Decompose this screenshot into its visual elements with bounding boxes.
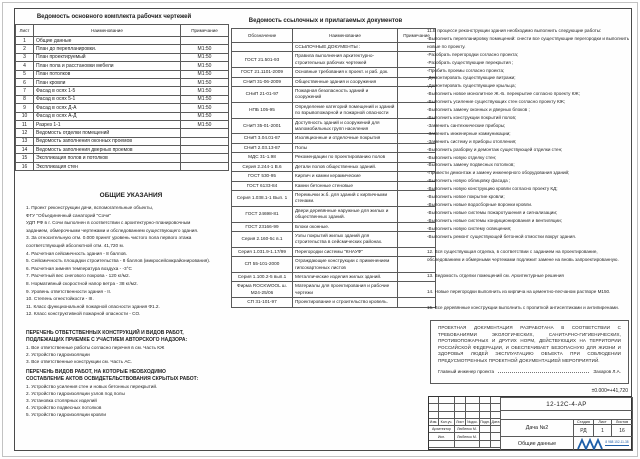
table-row: [16, 146, 229, 154]
note-cell: [181, 162, 229, 170]
instruction-line: 3. За относительную отм. 0.000 принят уровень чистого пола первого этажа: [26, 235, 192, 241]
logo-rule: [605, 445, 628, 446]
table-header-row: [16, 25, 229, 37]
table-row: [232, 247, 436, 256]
column-header-name: Наименование: [34, 25, 181, 37]
designation-cell: Фирма ROCKWOOL ш. М24-25/06: [232, 282, 293, 298]
note-paragraph: -Разобрать существующие перекрытия ;: [427, 59, 514, 65]
designation-cell: Серия 1.031.9-1.17/99: [232, 247, 293, 256]
designation-cell: ГОСТ 24698-81: [232, 206, 293, 222]
table-row: [232, 181, 436, 190]
note-paragraph: -Выполнить новое монолитное Ж.-Б. перекрытие согласно проекту КЖ;: [427, 91, 580, 97]
document-number: 12-12С-4-АР: [500, 397, 633, 411]
instruction-line: 12. Класс конструктивной пожарной опасности - СО.: [26, 311, 141, 317]
note-cell: [181, 154, 229, 162]
note-paragraph: -Заменить систему и приборы отопления;: [427, 138, 517, 144]
sheet-number-cell: 13: [16, 137, 34, 145]
table-row: [232, 52, 436, 68]
table-row: [232, 172, 436, 181]
designation-cell: Серия 2.244-1 В.6: [232, 162, 293, 171]
designation-cell: Серия 1.100.2-5 вып.1: [232, 272, 293, 281]
note-paragraph: -Демонтировать существующие витражи;: [427, 75, 516, 81]
table-row: [16, 87, 229, 95]
table-row: [16, 95, 229, 103]
sheet-number-cell: 3: [16, 53, 34, 61]
document-name-cell: Узлы покрытий жилых зданий для строительства в сейсмических районах.: [293, 231, 398, 247]
drawings-register-table: [15, 24, 229, 171]
note-cell: [181, 137, 229, 145]
drawing-name-cell: План потолков: [34, 70, 181, 78]
note-paragraph: -Выполнить разборку и демонтаж существующей отделки стен;: [427, 146, 563, 152]
note-cell: М1:50: [181, 95, 229, 103]
header-list: Лист: [455, 419, 466, 425]
note-paragraph: -Пробить проемы согласно проекта;: [427, 67, 505, 73]
instruction-line: 6. Расчетная зимняя температура воздуха - -3°С: [26, 265, 132, 271]
note-paragraph: -Выполнить конструкции покрытий полов;: [427, 114, 517, 120]
grid-row: [429, 441, 501, 448]
hidden-works-heading-line1: ПЕРЕЧЕНЬ ВИДОВ РАБОТ, НА КОТОРЫЕ НЕОБХОДИМО: [26, 369, 166, 375]
sheet-number-cell: 16: [16, 162, 34, 170]
instruction-line: 5. Сейсмичность площадки строительства - 8 баллов (микросейсмкрайонирования).: [26, 258, 211, 264]
table-row: [16, 129, 229, 137]
note-paragraph: -Выполнить замену оконных и дверных блоков ;: [427, 107, 530, 113]
compliance-statement-text: ПРОЕКТНАЯ ДОКУМЕНТАЦИЯ РАЗРАБОТАНА В СООТВЕТСТВИИ С ТРЕБОВАНИЯМИ ЭКОЛОГИЧЕСКИХ, САНИТАРНО-ГИГИЕНИЧЕСКИХ, ПРОТИВОПОЖАРНЫХ И ДРУГИХ НОРМ, ДЕЙСТВУЮЩИХ НА ТЕРРИТОРИИ РОССИЙСКОЙ ФЕДЕРАЦИИ, И ОБЕСПЕЧИВАЕТ БЕЗОПАСНУЮ ДЛЯ ЖИЗНИ И ЗДОРОВЬЯ ЛЮДЕЙ ЭКСПЛУАТАЦИЮ ОБЪЕКТА ПРИ СОБЛЮДЕНИИ ПРЕДУСМОТРЕННЫХ ПРОЕКТНОЙ ДОКУМЕНТАЦИЕЙ МЕРОПРИЯТИЙ.: [438, 325, 621, 363]
list-item: 5. Устройство гидроизоляции кровли: [26, 412, 107, 418]
designation-cell: СНиП 21-01-97: [232, 87, 293, 103]
drawing-name-cell: Ведомость заполнения дверных проемов: [34, 146, 181, 154]
signature-row: [429, 426, 501, 433]
instruction-line: УДП РФ в г. Сочи выполнен в соответствии с архитектурно-планировочным: [26, 220, 191, 226]
document-name-cell: Кирпич и камни керамические: [293, 172, 398, 181]
note-paragraph: 14. Новые перегородки выполнить из кирпича на цементно-песчаном растворе М150.: [427, 288, 611, 294]
note-paragraph: -Выполнить новое покрытие кровли;: [427, 194, 505, 200]
sheet-number-cell: 14: [16, 146, 34, 154]
note-paragraph: -Выполнить новую систему освещения;: [427, 225, 512, 231]
signature-role: Исп.: [429, 433, 455, 439]
list-item: 3. Установка столярных изделий: [26, 398, 97, 403]
table-row: [232, 162, 436, 171]
document-name-cell: Перегородки системы "КНАУФ": [293, 247, 398, 256]
note-cell: [181, 146, 229, 154]
note-paragraph: 11.В процессе реконструкции здания необходимо выполнить следующие работы:: [427, 28, 602, 33]
drawing-name-cell: Ведомость заполнения оконных проемов: [34, 137, 181, 145]
table-row: [232, 206, 436, 222]
document-name-cell: Блоки оконные.: [293, 222, 398, 231]
designation-cell: [232, 43, 293, 52]
note-paragraph: -Выполнить новую конструкцию кровли согласно проекту КД;: [427, 186, 558, 192]
header-izm: Изм.: [429, 420, 438, 425]
supervision-list-items: [26, 344, 238, 366]
designation-cell: ГОСТ 530-95: [232, 172, 293, 181]
document-name-cell: Проектирование и строительство кровель.: [293, 298, 398, 307]
document-name-cell: Перемычки ж.б. для зданий с кирпичными стенами.: [293, 190, 398, 206]
supervision-list-heading-line1: ПЕРЕЧЕНЬ ОТВЕТСТВЕННЫХ КОНСТРУКЦИЙ И ВИДОВ РАБОТ,: [26, 330, 184, 336]
designation-cell: СНиП 35-01-2001: [232, 118, 293, 134]
instruction-line: ФГУ "Объединенный санаторий "Сочи": [26, 212, 111, 218]
instruction-line: 10. Степень огнестойкости - III.: [26, 296, 94, 302]
note-paragraph: -Выполнить новые водосборные воронки кровли.: [427, 201, 533, 207]
note-paragraph: -Демонтировать существующие крыльца;: [427, 83, 516, 89]
table-row: [232, 102, 436, 118]
table-row: [232, 282, 436, 298]
signature-name: Захаров Л.А.: [593, 368, 621, 374]
sheet-number-cell: 1: [16, 37, 34, 45]
drawing-name-cell: План кровли: [34, 78, 181, 86]
header-dok: №док.: [466, 419, 480, 425]
table-row: [16, 154, 229, 162]
note-cell: М1:50: [181, 78, 229, 86]
sheet-number-cell: 4: [16, 62, 34, 70]
table-row: [232, 272, 436, 281]
instruction-line: 11. Класс функциональной пожарной опасности здания Ф1.2.: [26, 303, 160, 309]
column-header-note: Примечание: [181, 25, 229, 37]
list-item: 3. Все ответственные конструкции см. Часть АС.: [26, 359, 133, 364]
references-register-body: [232, 43, 436, 308]
drawing-name-cell: Фасад в осях 1-5: [34, 87, 181, 95]
reconstruction-notes: [427, 27, 632, 312]
instruction-line: заданием, обмерочными чертежами и обследованием существующего здания.: [26, 227, 199, 233]
instruction-line: соответствующий абсолютной отм. 41,720 м.: [26, 242, 124, 248]
stage-value: РД: [573, 424, 594, 437]
table-row: [232, 77, 436, 86]
instruction-line: 4. Расчетная сейсмичность здания - 8 баллов.: [26, 250, 128, 256]
column-header-designation: Обозначение: [232, 29, 293, 43]
sheet-number-cell: 11: [16, 120, 34, 128]
references-register-table: [231, 28, 436, 308]
signature-role: Главный инженер проекта: [438, 368, 495, 374]
document-name-cell: Ограждающие конструкции с применением гипсокартонных листов: [293, 257, 398, 273]
list-item: 1. Все ответственные работы согласно перечня в см. Часть КЖ: [26, 344, 165, 350]
sheet-number-cell: 7: [16, 87, 34, 95]
note-cell: М1:50: [181, 87, 229, 95]
elevation-note: ±0.000=+41,720: [591, 388, 628, 394]
sheet-title: Общие данные: [500, 436, 574, 451]
table-row: [16, 112, 229, 120]
document-name-cell: Пожарная безопасность зданий и сооружений: [293, 87, 398, 103]
general-instructions-heading: ОБЩИЕ УКАЗАНИЯ: [99, 192, 163, 199]
document-name-cell: Общественные здания и сооружения: [293, 77, 398, 86]
drawing-name-cell: Фасад в осях 5-1: [34, 95, 181, 103]
sheets-label: Листов: [611, 419, 633, 425]
references-register-title: Ведомость ссылочных и прилагаемых документов: [248, 18, 403, 24]
sheet-number-cell: 5: [16, 70, 34, 78]
note-cell: М1:50: [181, 45, 229, 53]
title-block-revision-grid: [429, 397, 501, 449]
column-header-name: Наименование: [293, 29, 398, 43]
sheet-number-cell: 12: [16, 129, 34, 137]
document-name-cell: ССЫЛОЧНЫЕ ДОКУМЕНТЫ :: [293, 43, 398, 52]
grid-row: [429, 412, 501, 419]
note-cell: [181, 129, 229, 137]
table-row: [232, 143, 436, 152]
sheet-number-cell: 2: [16, 45, 34, 53]
table-row: [232, 231, 436, 247]
note-cell: М1:50: [181, 62, 229, 70]
list-item: 1. Устройство усиления стен и новых бетонных перекрытий.: [26, 383, 158, 389]
drawing-name-cell: Экспликация стен: [34, 162, 181, 170]
note-paragraph: -Выполнить замену подвесных потолков;: [427, 162, 515, 168]
supervision-list: [26, 330, 238, 365]
column-header-note: Примечание: [398, 29, 436, 43]
compliance-statement-box: [430, 320, 629, 384]
note-paragraph: -Выполнить перепланировку помещений: снести все существующие перегородки и выполнить новые по проекту.: [427, 35, 630, 49]
instruction-line: 8. Нормативный скоростной напор ветра - 38 кг/м2.: [26, 280, 138, 286]
designation-cell: СП 31-101-97: [232, 298, 293, 307]
company-phone: 8 988 152-11-38: [605, 439, 629, 444]
note-paragraph: 13. Ведомость отделки помещений см. Архитектурные решения: [427, 273, 564, 279]
signature-dots: [498, 372, 589, 373]
note-paragraph: [427, 240, 632, 248]
document-name-cell: Основные требования к проект. и раб. док.: [293, 68, 398, 77]
document-name-cell: Двери деревянные наружные для жилых и общественных зданий.: [293, 206, 398, 222]
table-row: [16, 78, 229, 86]
drawing-name-cell: Ведомость отделки помещений: [34, 129, 181, 137]
drawing-name-cell: Разрез 1-1: [34, 120, 181, 128]
designation-cell: СНиП 2.03.13-87: [232, 143, 293, 152]
note-cell: М1:50: [181, 70, 229, 78]
note-paragraph: [427, 280, 632, 288]
sheet-label: Лист: [593, 419, 612, 425]
document-name-cell: Рекомендации по проектированию полов: [293, 153, 398, 162]
table-row: [232, 43, 436, 52]
sheet-number-cell: 10: [16, 112, 34, 120]
table-row: [232, 190, 436, 206]
note-paragraph: -Выполнить ремонт существующей бетонной отмостки вокруг здания.: [427, 233, 577, 239]
document-name-cell: Доступность зданий и сооружений для маломобильных групп населения: [293, 118, 398, 134]
table-row: [16, 62, 229, 70]
drawing-name-cell: Общие данные: [34, 37, 181, 45]
table-row: [232, 257, 436, 273]
supervision-list-heading-line2: ПОДЛЕЖАЩИХ ПРИЕМКЕ С УЧАСТИЕМ АВТОРСКОГО НАДЗОРА:: [26, 336, 188, 343]
revision-header-row: [429, 419, 501, 426]
note-paragraph: [427, 264, 632, 272]
hidden-works-heading-line2: СОСТАВЛЕНИЕ АКТОВ ОСВИДЕТЕЛЬСТВОВАНИЯ СКРЫТЫХ РАБОТ:: [26, 375, 199, 382]
document-name-cell: Полы: [293, 143, 398, 152]
list-item: 2. Устройство гидроизоляции узлов под полы: [26, 390, 125, 396]
header-data: Дата: [491, 420, 500, 425]
title-block: [428, 396, 632, 450]
table-row: [232, 134, 436, 143]
note-paragraph: -Выполнить усиление существующих стен согласно проекту КЖ;: [427, 99, 566, 105]
drawing-name-cell: Фасад в осях Д-А: [34, 104, 181, 112]
note-paragraph: -Выполнить новую отделку стен;: [427, 154, 497, 160]
document-name-cell: Металлические изделия жилых зданий.: [293, 272, 398, 281]
note-paragraph: -Выполнить новые системы пожаротушения и сигнализации;: [427, 209, 558, 215]
table-row: [16, 120, 229, 128]
table-row: [232, 68, 436, 77]
note-paragraph: -Выполнить новую облицовку фасада ;: [427, 178, 511, 184]
note-paragraph: -Разобрать перегородки согласно проекта;: [427, 51, 519, 57]
sheet-number-cell: 8: [16, 95, 34, 103]
general-instructions: [26, 192, 236, 318]
designation-cell: СНиП 3.04.01-87: [232, 134, 293, 143]
note-paragraph: -Провести демонтаж и замену инженерного оборудования зданий;: [427, 170, 570, 176]
sheet-number-cell: 6: [16, 78, 34, 86]
table-row: [232, 87, 436, 103]
grid-row: [429, 404, 501, 411]
signature-name: Любенко М.: [455, 433, 480, 439]
drawing-name-cell: План пола и расстановки мебели: [34, 62, 181, 70]
company-logo-icon: [577, 438, 603, 450]
drawing-name-cell: Фасад в осях А-Д: [34, 112, 181, 120]
table-row: [16, 137, 229, 145]
instruction-line: 9. Уровень ответственности здания - II.: [26, 288, 112, 294]
document-name-cell: Материалы для проектирования и рабочие чертежи: [293, 282, 398, 298]
note-cell: М1:50: [181, 120, 229, 128]
note-paragraph: [427, 296, 632, 304]
drawings-register-body: [16, 37, 229, 171]
document-name-cell: Правила выполнения архитектурно-строительных рабочих чертежей: [293, 52, 398, 68]
designation-cell: СНиП 31-06-2009: [232, 77, 293, 86]
instruction-line: 7. Расчетный вес снегового покрова - 120 кг/м2.: [26, 273, 130, 279]
note-paragraph: -Выполнить новые системы кондиционирования и вентиляции;: [427, 217, 562, 223]
note-paragraph: 15. Все деревянные конструкции выполнить с пропиткой антисептиками и антипиренами.: [427, 304, 620, 310]
designation-cell: НПБ 105-95: [232, 102, 293, 118]
document-name-cell: Детали полов общественных зданий.: [293, 162, 398, 171]
table-row: [16, 104, 229, 112]
list-item: 2. Устройство гидроизоляции: [26, 351, 90, 357]
hidden-works-items: [26, 383, 238, 419]
drawing-name-cell: Экспликация полов и потолков: [34, 154, 181, 162]
note-paragraph: -Заменить сантехнические приборы;: [427, 122, 506, 128]
drawings-register-title: Ведомость основного комплекта рабочих чертежей: [36, 14, 192, 20]
table-row: [16, 53, 229, 61]
note-cell: М1:50: [181, 112, 229, 120]
designation-cell: МДС 31-1.98: [232, 153, 293, 162]
stage-label: Стадия: [573, 419, 594, 425]
general-instructions-lines: [26, 204, 236, 318]
designation-cell: ГОСТ 6133-84: [232, 181, 293, 190]
document-name-cell: Камни бетонные стеновые: [293, 181, 398, 190]
sheet-number-cell: 9: [16, 104, 34, 112]
column-header-sheet: Лист: [16, 25, 34, 37]
note-paragraph: -Заменить инженерные коммуникации;: [427, 130, 511, 136]
designation-cell: Серия 2.160-5с в.1: [232, 231, 293, 247]
references-register: [231, 18, 430, 308]
sheet-number: 1: [593, 424, 612, 437]
designation-cell: СП 55-101-2000: [232, 257, 293, 273]
table-row: [232, 153, 436, 162]
document-name-cell: Определение категорий помещений и зданий по взрывопожарной и пожарной опасности: [293, 102, 398, 118]
table-row: [16, 37, 229, 45]
signature-name: Любенко М.: [455, 426, 480, 432]
table-header-row: [232, 29, 436, 43]
sheet-number-cell: 15: [16, 154, 34, 162]
note-paragraph: 12. Вся существующая отделка, в соответствии с заданием на проектирование, обследованием и обмерными чертежами подлежит замене на вновь запроектированную.: [427, 249, 619, 263]
instruction-line: 1. Проект реконструкции дачи, вспомогательные объекты,: [26, 205, 154, 210]
table-row: [16, 70, 229, 78]
drawing-name-cell: План проектируемый: [34, 53, 181, 61]
list-item: 4. Устройство подвесных потолков: [26, 405, 102, 411]
document-name-cell: Изоляционные и отделочные покрытия: [293, 134, 398, 143]
project-name: Дача №2: [500, 419, 574, 437]
note-cell: М1:50: [181, 53, 229, 61]
hidden-works-list: [26, 369, 238, 419]
designation-cell: ГОСТ 21.501-93: [232, 52, 293, 68]
note-cell: М1:50: [181, 104, 229, 112]
sheets-total: 16: [611, 424, 633, 437]
drawings-register: [15, 14, 218, 171]
company-logo-cell: [573, 436, 633, 451]
table-row: [16, 162, 229, 170]
grid-row: [429, 397, 501, 404]
table-row: [232, 298, 436, 307]
drawing-name-cell: План до перепланировки.: [34, 45, 181, 53]
company-contact: [605, 441, 628, 447]
header-podp: Подп.: [480, 420, 490, 425]
designation-cell: ГОСТ 23166-99: [232, 222, 293, 231]
signature-row: [429, 433, 501, 440]
chief-engineer-signature-line: [438, 369, 621, 374]
note-cell: [181, 37, 229, 45]
designation-cell: Серия 1.038.1-1 Вып. 1: [232, 190, 293, 206]
header-koluch: Кол.уч.: [439, 419, 455, 425]
signature-role: Архитектор: [429, 426, 455, 432]
table-row: [16, 45, 229, 53]
table-row: [232, 222, 436, 231]
table-row: [232, 118, 436, 134]
designation-cell: ГОСТ 21.1101-2009: [232, 68, 293, 77]
